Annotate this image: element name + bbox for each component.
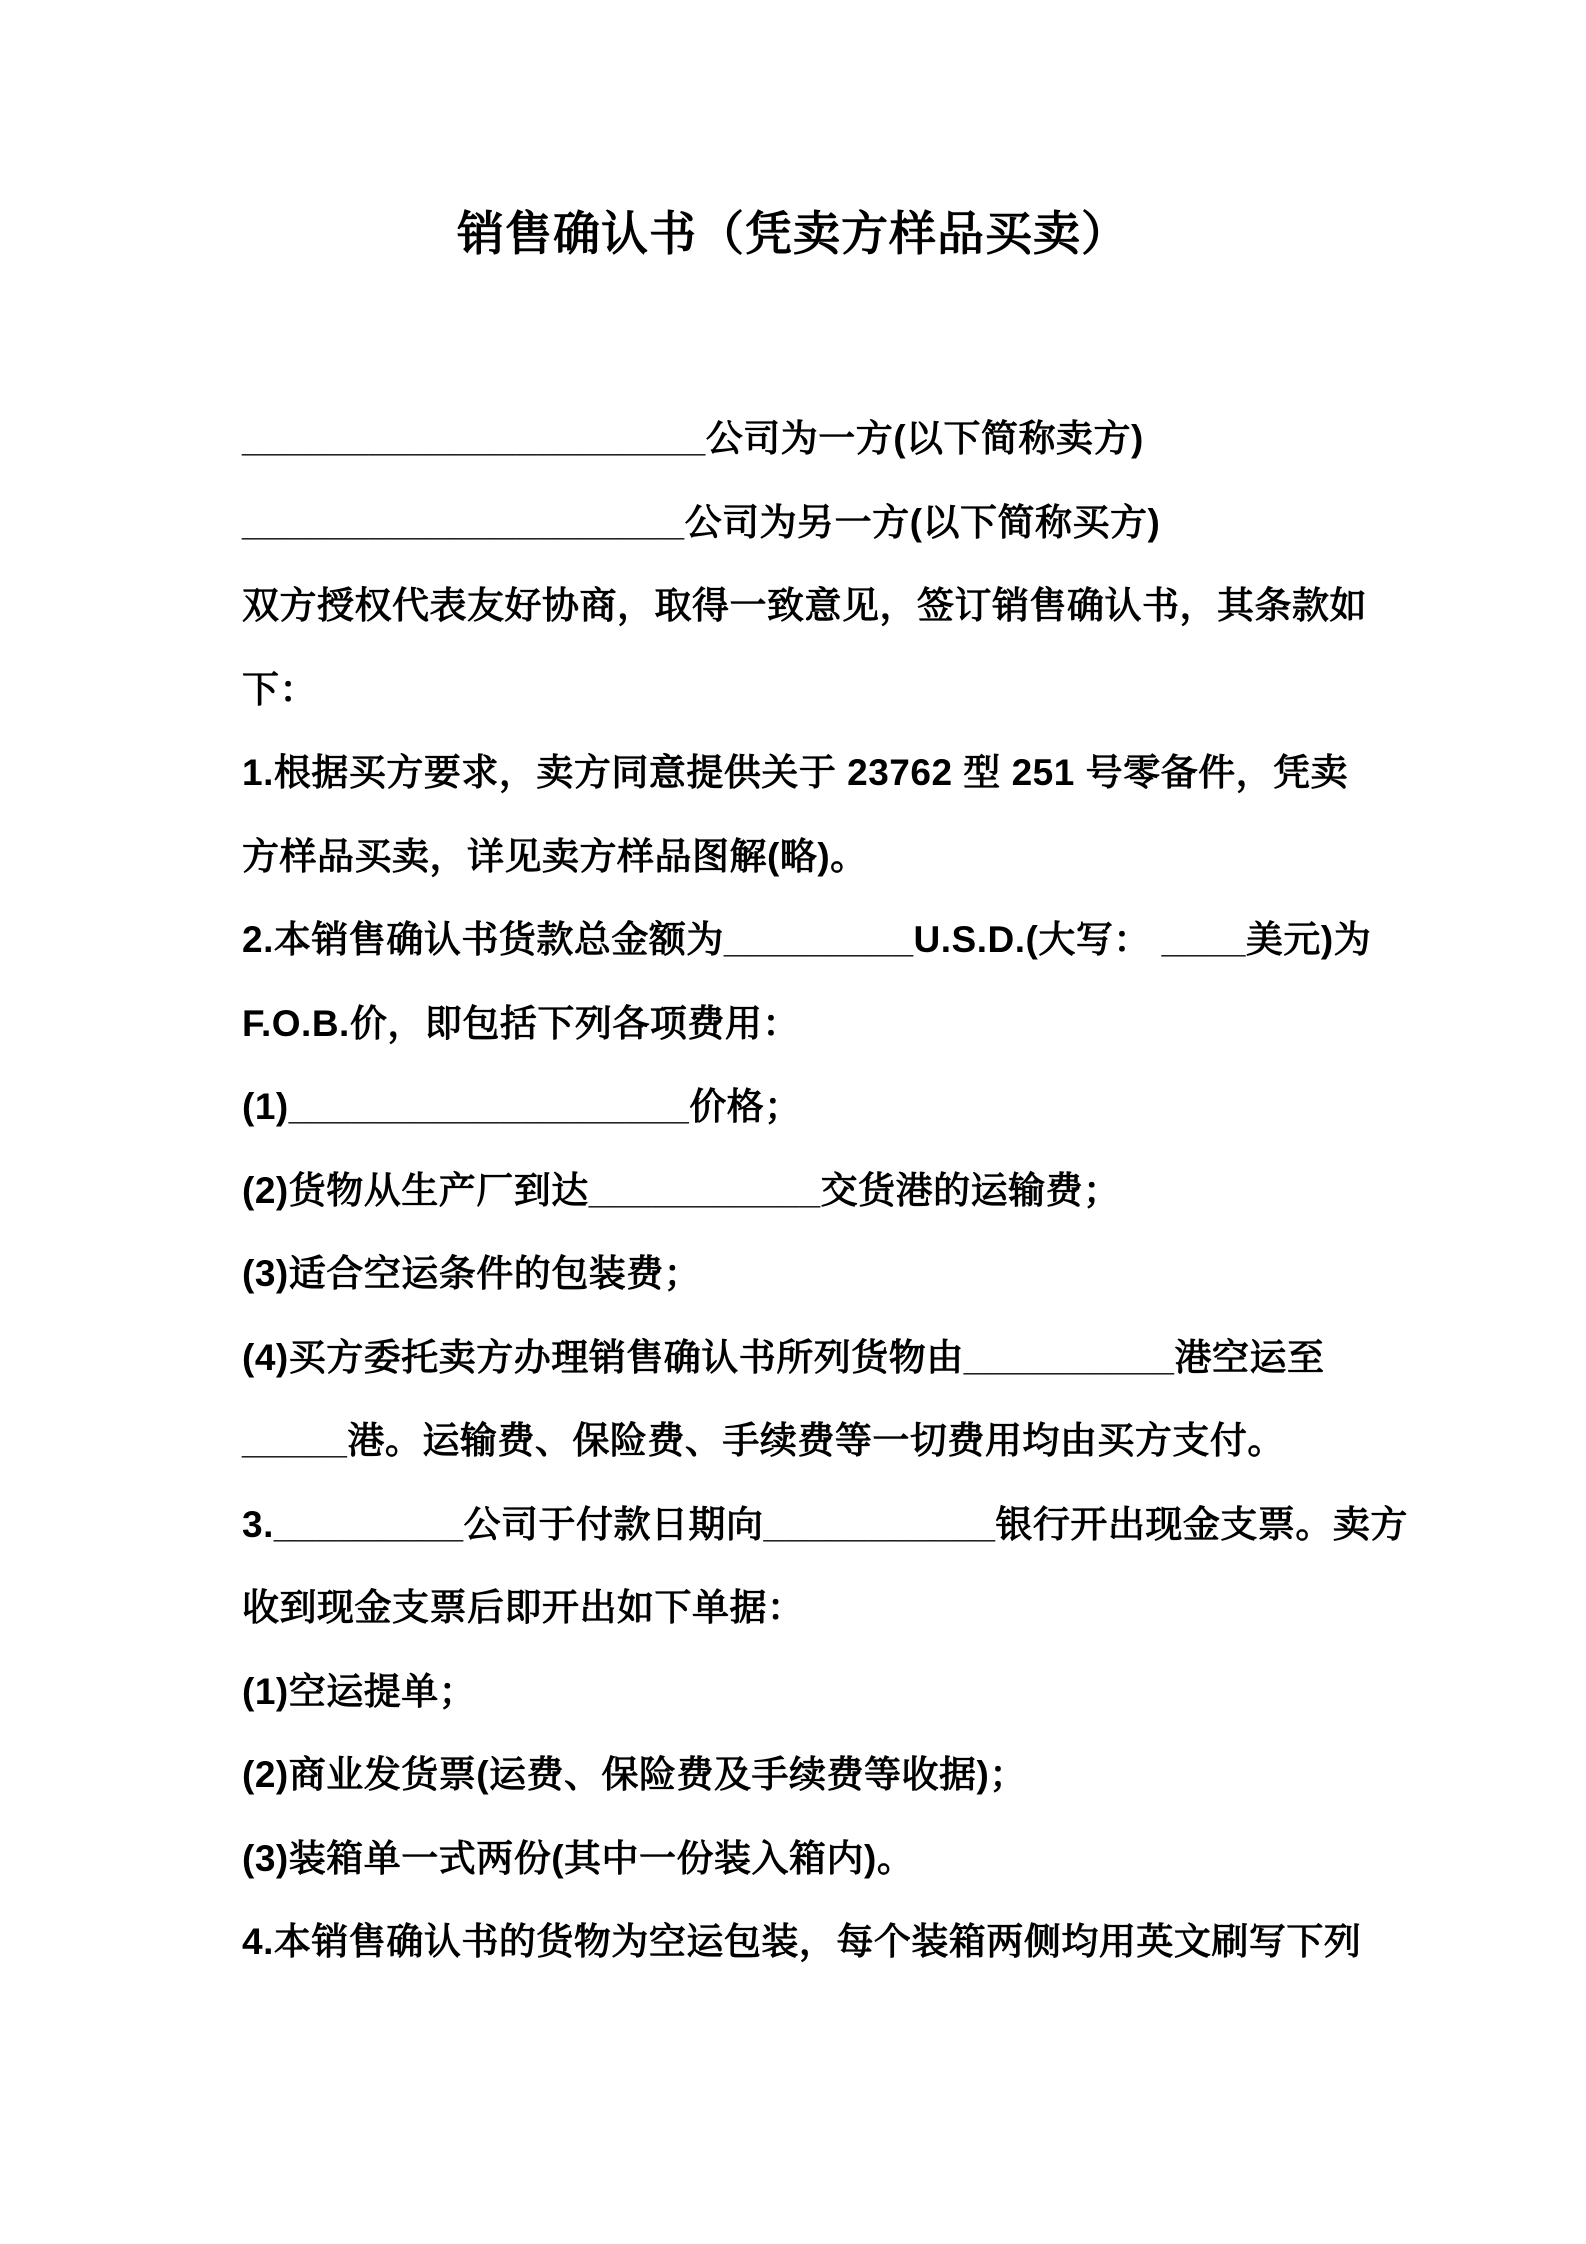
- paragraph-line: (3)适合空运条件的包装费；: [242, 1253, 702, 1294]
- paragraph-line: 1.根据买方要求，卖方同意提供关于 23762 型 251 号零备件，凭卖: [242, 752, 1349, 793]
- paragraph-line: 收到现金支票后即开出如下单据：: [242, 1587, 805, 1628]
- paragraph-line: 3._________公司于付款日期向___________银行开出现金支票。卖方: [242, 1503, 1408, 1545]
- document-title: 销售确认书（凭卖方样品买卖）: [457, 207, 1129, 260]
- paragraph-line: _____港。运输费、保险费、手续费等一切费用均由买方支付。: [242, 1420, 1285, 1461]
- paragraph-line: ______________________公司为一方(以下简称卖方): [242, 418, 1144, 459]
- paragraph-line: (3)装箱单一式两份(其中一份装入箱内)。: [242, 1837, 915, 1879]
- paragraph-line: (4)买方委托卖方办理销售确认书所列货物由__________港空运至: [242, 1336, 1325, 1378]
- paragraph-line: (2)货物从生产厂到达___________交货港的运输费；: [242, 1169, 1121, 1211]
- paragraph-line: 方样品买卖，详见卖方样品图解(略)。: [242, 835, 868, 877]
- paragraph-line: 下：: [242, 668, 317, 710]
- paragraph-line: (1)空运提单；: [242, 1670, 477, 1712]
- paragraph-line: F.O.B.价，即包括下列各项费用：: [242, 1002, 800, 1044]
- paragraph-line: 双方授权代表友好协商，取得一致意见，签订销售确认书，其条款如: [242, 585, 1367, 626]
- paragraph-line: _____________________公司为另一方(以下简称买方): [242, 501, 1161, 543]
- paragraph-line: (1)___________________价格；: [242, 1086, 802, 1127]
- paragraph-line: (2)商业发货票(运费、保险费及手续费等收据)；: [242, 1754, 1027, 1795]
- paragraph-line: 2.本销售确认书货款总金额为_________U.S.D.(大写： ____美元)为: [242, 919, 1372, 960]
- paragraph-line: 4.本销售确认书的货物为空运包装，每个装箱两侧均用英文刷写下列: [242, 1921, 1362, 1962]
- document-body: [242, 397, 1436, 1984]
